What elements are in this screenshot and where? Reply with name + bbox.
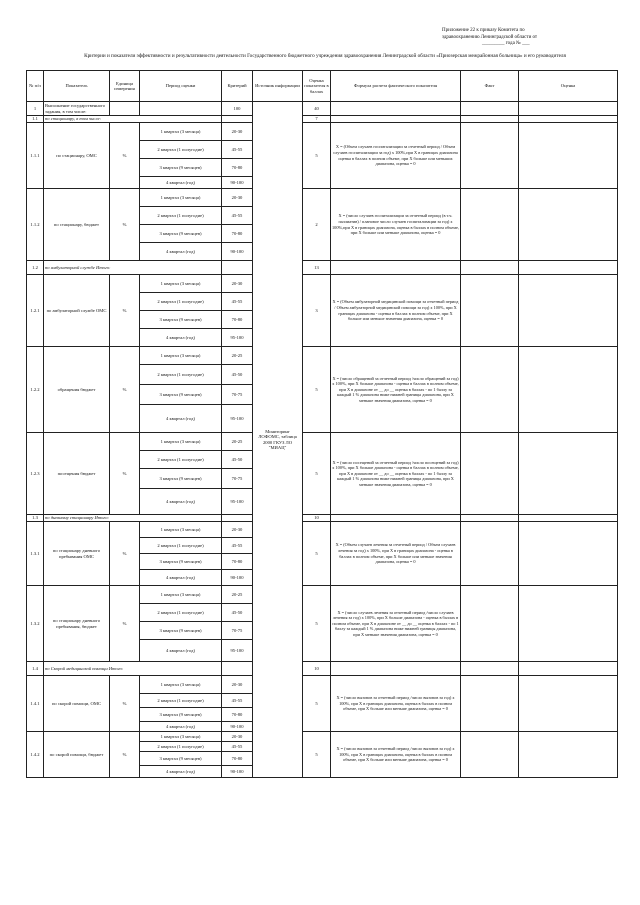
criterion-cell: 20-30: [222, 522, 253, 538]
criterion-cell: 45-50: [222, 604, 253, 622]
criterion-cell: 45-55: [222, 293, 253, 311]
period-cell: 2 квартал (1 полугодие): [140, 604, 222, 622]
criterion-cell: 70-75: [222, 469, 253, 489]
row-score: 5: [303, 123, 331, 189]
row-unit: %: [110, 347, 140, 433]
document-title: Критерии и показатели эффективности и результативности деятельности Государственного бюджетного учреждения здравоохранения Ленинградской области «Приозерская межрайонная больница» и его руководителя: [84, 53, 566, 59]
period-cell: 3 квартал (9 месяцев): [140, 225, 222, 243]
row-name: по стационару, бюджет: [44, 189, 110, 261]
header-line-3: _________ года № ___: [482, 41, 530, 46]
row-unit: %: [110, 732, 140, 778]
criterion-cell: 45-55: [222, 694, 253, 708]
section-score: 10: [303, 662, 331, 676]
period-cell: 2 квартал (1 полугодие): [140, 141, 222, 159]
criterion-cell: 90-100: [222, 766, 253, 778]
section-name: по дневному стационару Итого:: [44, 515, 222, 522]
period-cell: 3 квартал (9 месяцев): [140, 752, 222, 766]
section-name: по Скорой медицинской помощи Итого:: [44, 662, 222, 676]
period-cell: 1 квартал (3 месяца): [140, 275, 222, 293]
formula-cell: Х = (число случаев госпитализации за отчетный период (в т.ч. паллиатив) / плановое число случаев госпитализации за год) х 100%,при Х в границах диапазона, оценка в баллах в полном объеме, при Х больше или меньше диапазона, оценка = 0: [331, 189, 461, 261]
row-num: 1.2.3: [27, 433, 44, 515]
col-unit: Единица измерения: [110, 71, 140, 102]
row-num: 1.4.2: [27, 732, 44, 778]
formula-cell: Х = (число вызовов за отчетный период /число вызовов за год) х 100%, при Х в границах диапазона, оценка в баллах в полном объеме, при Х больше или меньше диапазона, оценка = 0: [331, 676, 461, 732]
header-line-1: Приложение 22 к приказу Комитета по: [442, 28, 525, 33]
row-num: 1.3.1: [27, 522, 44, 586]
section-num: 1.1: [27, 116, 44, 123]
table-header-row: [27, 71, 618, 102]
period-cell: 3 квартал (9 месяцев): [140, 159, 222, 177]
period-cell: 4 квартал (год): [140, 405, 222, 433]
table-row: [27, 732, 618, 742]
period-cell: 1 квартал (3 месяца): [140, 732, 222, 742]
row-score: 2: [303, 189, 331, 261]
row-name: по стационару дневного пребывания ОМС: [44, 522, 110, 586]
criterion-cell: 90-100: [222, 570, 253, 586]
row-score: 5: [303, 433, 331, 515]
period-cell: 4 квартал (год): [140, 177, 222, 189]
criterion-cell: 70-80: [222, 159, 253, 177]
period-cell: 3 квартал (9 месяцев): [140, 622, 222, 640]
row-unit: %: [110, 189, 140, 261]
period-cell: 2 квартал (1 полугодие): [140, 365, 222, 385]
formula-cell: Х = (число посещений за отчетный период /число посещений за год) х 100%, при Х больше диапазона - оценка в баллах в полном объеме, при Х в диапазоне от __ до __ оценка в баллах - по 1 баллу за каждый 1 % диапазона ниже нижней границы диапазона, при Х меньше значения диапазона, оценка = 0: [331, 433, 461, 515]
criterion-cell: 95-100: [222, 640, 253, 662]
section-name: по стационару, в том числе:: [44, 116, 222, 123]
table-row: [27, 123, 618, 141]
criterion-cell: 45-55: [222, 207, 253, 225]
criterion-cell: 90-100: [222, 243, 253, 261]
period-cell: 1 квартал (3 месяца): [140, 123, 222, 141]
header-line-2: здравоохранению Ленинградской области от: [442, 34, 538, 40]
period-cell: 4 квартал (год): [140, 243, 222, 261]
criterion-cell: 45-50: [222, 451, 253, 469]
row-score: 40: [303, 102, 331, 116]
row-unit: %: [110, 275, 140, 347]
period-cell: 2 квартал (1 полугодие): [140, 451, 222, 469]
criterion-cell: 70-75: [222, 622, 253, 640]
row-name: по стационару дневного пребывания, бюджет: [44, 586, 110, 662]
criterion-cell: 70-80: [222, 225, 253, 243]
row-num: 1.4.1: [27, 676, 44, 732]
table-row: [27, 522, 618, 538]
period-cell: 3 квартал (9 месяцев): [140, 708, 222, 722]
col-formula: Формула расчета фактического показателя: [331, 71, 461, 102]
period-cell: 4 квартал (год): [140, 766, 222, 778]
col-source: Источник информации: [253, 71, 303, 102]
row-name: по скорой помощи, бюджет: [44, 732, 110, 778]
section-score: 13: [303, 261, 331, 275]
formula-cell: Х = (Объем случаев госпитализации за отчетный период / Объем случаев госпитализации за год) х 100%,при Х в границах диапазона оценка в баллах в полном объеме, при Х больше или меньших диапазона, оценка = 0: [331, 123, 461, 189]
criterion-cell: 70-80: [222, 752, 253, 766]
row-name: по амбулаторной службе ОМС: [44, 275, 110, 347]
criterion-cell: 20-30: [222, 732, 253, 742]
criterion-cell: 70-80: [222, 311, 253, 329]
section-row: [27, 261, 618, 275]
row-num: 1.3.2: [27, 586, 44, 662]
section-score: 10: [303, 515, 331, 522]
criterion-cell: 20-25: [222, 433, 253, 451]
section-name: по амбулаторной службе Итого:: [44, 261, 222, 275]
col-assessment: Оценка: [519, 71, 618, 102]
period-cell: 1 квартал (3 месяца): [140, 433, 222, 451]
formula-cell: Х = (число случаев лечения за отчетный период /число случаев лечения за год) х 100%, при Х больше диапазона - оценка в баллах в полном объеме, при Х в диапазоне от __ до __ оценка в баллах - по 1 баллу за каждый 1 % диапазона ниже нижней границы диапазона, при Х меньше значения диапазона, оценка = 0: [331, 586, 461, 662]
formula-cell: Х = (число вызовов за отчетный период /число вызовов за год) х 100%, при Х в границах диапазона, оценка в баллах в полном объеме, при Х больше или меньше диапазона, оценка = 0: [331, 732, 461, 778]
criterion-cell: 20-30: [222, 189, 253, 207]
period-cell: 2 квартал (1 полугодие): [140, 293, 222, 311]
row-criterion: 100: [222, 102, 253, 116]
row-num: 1.1.2: [27, 189, 44, 261]
criterion-cell: 70-75: [222, 385, 253, 405]
period-cell: 4 квартал (год): [140, 489, 222, 515]
row-name: по скорой помощи, ОМС: [44, 676, 110, 732]
table-row: [27, 676, 618, 694]
criterion-cell: 20-30: [222, 123, 253, 141]
period-cell: 3 квартал (9 месяцев): [140, 311, 222, 329]
criterion-cell: 45-55: [222, 141, 253, 159]
table-row: [27, 347, 618, 365]
period-cell: 2 квартал (1 полугодие): [140, 742, 222, 752]
section-num: 1.2: [27, 261, 44, 275]
criterion-cell: 45-55: [222, 742, 253, 752]
table-row: [27, 433, 618, 451]
period-cell: 2 квартал (1 полугодие): [140, 538, 222, 554]
criterion-cell: 20-30: [222, 676, 253, 694]
criterion-cell: 70-80: [222, 554, 253, 570]
table-row: [27, 586, 618, 604]
criterion-cell: 90-100: [222, 177, 253, 189]
row-name: обращения бюджет: [44, 347, 110, 433]
criterion-cell: 45-55: [222, 538, 253, 554]
criterion-cell: 20-25: [222, 586, 253, 604]
criterion-cell: 95-100: [222, 329, 253, 347]
col-fact: Факт: [461, 71, 519, 102]
table-row: [27, 189, 618, 207]
table-row: [27, 275, 618, 293]
row-unit: %: [110, 586, 140, 662]
row-unit: %: [110, 676, 140, 732]
col-num: № п/п: [27, 71, 44, 102]
period-cell: 4 квартал (год): [140, 570, 222, 586]
section-num: 1.4: [27, 662, 44, 676]
formula-cell: Х = (Объем случаев лечения за отчетный период / Объем случаев лечения за год) х 100%, при Х в границах диапазона - оценка в баллах в полном объеме, при Х больше или меньше значения диапазона, оценка = 0: [331, 522, 461, 586]
col-score: Оценка показателя в баллах: [303, 71, 331, 102]
row-unit: %: [110, 123, 140, 189]
period-cell: 2 квартал (1 полугодие): [140, 207, 222, 225]
period-cell: 1 квартал (3 месяца): [140, 586, 222, 604]
row-score: 3: [303, 275, 331, 347]
col-period: Период оценки: [140, 71, 222, 102]
row-num: 1: [27, 102, 44, 116]
section-score: 7: [303, 116, 331, 123]
row-num: 1.2.2: [27, 347, 44, 433]
row-unit: %: [110, 522, 140, 586]
criterion-cell: 20-25: [222, 347, 253, 365]
formula-cell: Х = (Объем амбулаторной медицинской помощи за отчетный период / Объем амбулаторной медицинской помощи за год) х 100%, при Х границах диапазона - оценка в баллах в полном объеме, при Х больше или меньше значения диапазона, оценка = 0: [331, 275, 461, 347]
period-cell: 3 квартал (9 месяцев): [140, 385, 222, 405]
row-name: по стационару, ОМС: [44, 123, 110, 189]
section-row: [27, 515, 618, 522]
criterion-cell: 90-100: [222, 722, 253, 732]
period-cell: 3 квартал (9 месяцев): [140, 469, 222, 489]
period-cell: 1 квартал (3 месяца): [140, 189, 222, 207]
criterion-cell: 20-30: [222, 275, 253, 293]
col-indicator: Показатель: [44, 71, 110, 102]
row-name: Выполнение государственного задания, в том числе:: [44, 102, 110, 116]
row-score: 5: [303, 676, 331, 732]
row-num: 1.2.1: [27, 275, 44, 347]
period-cell: 2 квартал (1 полугодие): [140, 694, 222, 708]
period-cell: 4 квартал (год): [140, 329, 222, 347]
section-num: 1.3: [27, 515, 44, 522]
period-cell: 1 квартал (3 месяца): [140, 347, 222, 365]
criteria-table: [26, 70, 618, 778]
period-cell: 3 квартал (9 месяцев): [140, 554, 222, 570]
row-score: 5: [303, 586, 331, 662]
section-row: [27, 116, 618, 123]
col-criterion: Критерий: [222, 71, 253, 102]
criterion-cell: 70-80: [222, 708, 253, 722]
criterion-cell: 45-50: [222, 365, 253, 385]
period-cell: 1 квартал (3 месяца): [140, 522, 222, 538]
formula-cell: Х = (число обращений за отчетный период /число обращений за год) х 100%, при Х больше диапазона - оценка в баллах в полном объеме, при Х в диапазоне от __ до __ оценка в баллах - по 1 баллу за каждый 1 % диапазона ниже нижней границы диапазона, при Х меньше значения диапазона, оценка = 0: [331, 347, 461, 433]
source-cell: Мониторинг ЛОФОМС, таблица 2000 ГКУЗ ЛО "МИАЦ": [253, 102, 303, 778]
row-name: посещения бюджет: [44, 433, 110, 515]
criterion-cell: 95-100: [222, 489, 253, 515]
period-cell: 1 квартал (3 месяца): [140, 676, 222, 694]
row-score: 5: [303, 732, 331, 778]
table-row: [27, 102, 618, 116]
row-score: 5: [303, 347, 331, 433]
row-num: 1.1.1: [27, 123, 44, 189]
row-score: 5: [303, 522, 331, 586]
criterion-cell: 95-100: [222, 405, 253, 433]
row-unit: %: [110, 433, 140, 515]
period-cell: 4 квартал (год): [140, 722, 222, 732]
period-cell: 4 квартал (год): [140, 640, 222, 662]
section-row: [27, 662, 618, 676]
document-header: [442, 28, 612, 48]
